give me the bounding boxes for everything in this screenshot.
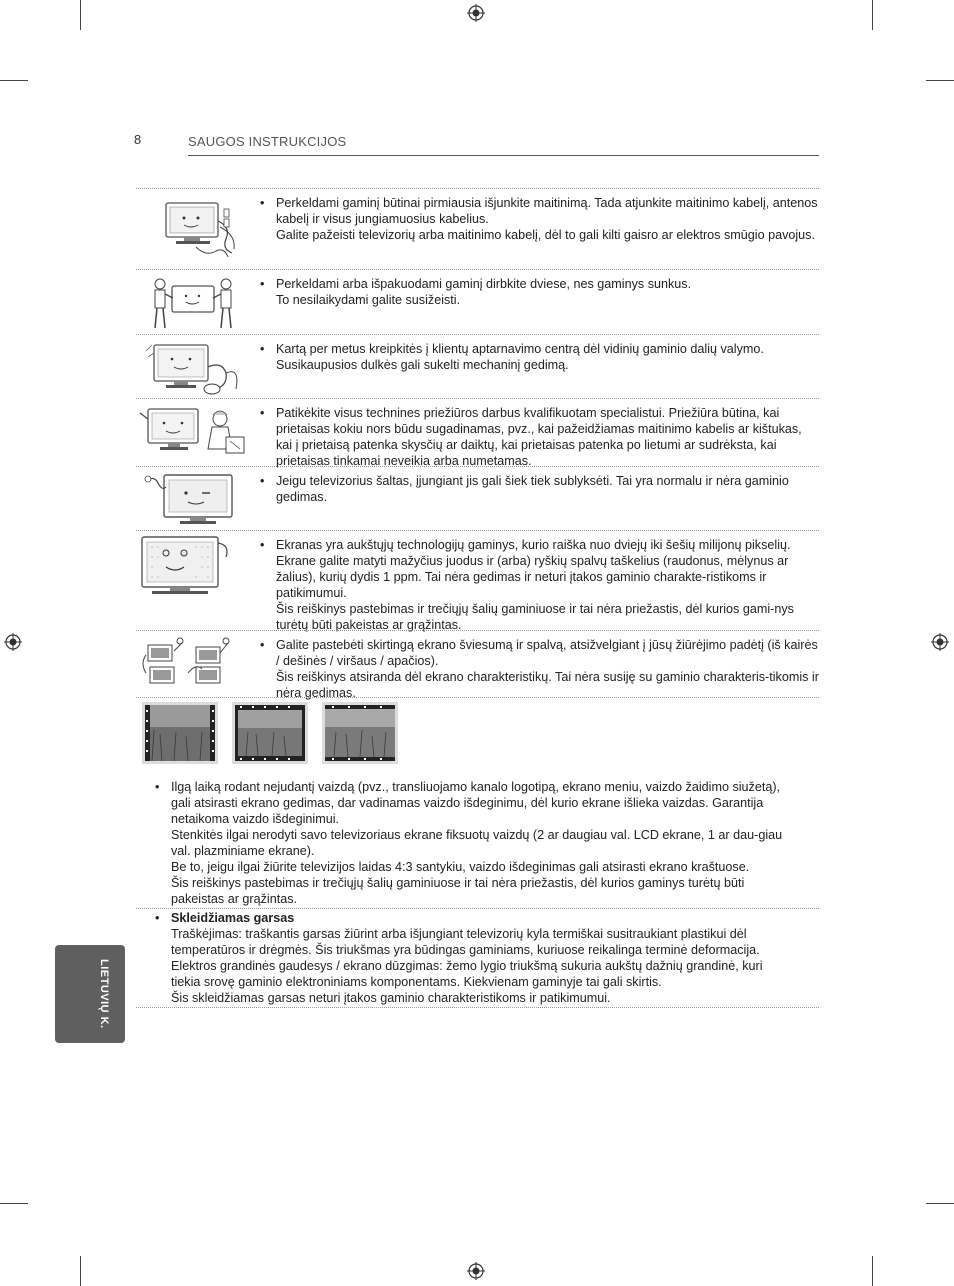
sound-paragraph: Šis skleidžiamas garsas neturi įtakos gaminio charakteristikoms ir patikimumui. bbox=[171, 991, 611, 1005]
tv-technician-illustration bbox=[136, 401, 256, 465]
sound-heading-text: Skleidžiamas garsas bbox=[171, 911, 295, 925]
registration-mark-icon bbox=[4, 633, 22, 651]
sound-paragraph: Elektros grandinės gaudesys / ekrano dūzgimas: žemo lygio triukšmą sukuria aukštų dažnių grandinė, kuri tiekia srovę gaminio elektroniniams komponentams. Kiekvienam gaminyje tai gali skirtis. bbox=[171, 959, 763, 989]
instruction-row bbox=[136, 188, 819, 269]
instruction-note: Šis reiškinys pastebimas ir trečiųjų šalių gaminiuose ir tai nėra priežastis, dėl kurios gami-nys turėtų būti pakeistas ar grąžintas. bbox=[276, 602, 794, 632]
viewing-angle-illustration bbox=[136, 633, 256, 693]
registration-mark-icon bbox=[467, 4, 485, 22]
divider bbox=[136, 1007, 819, 1008]
row-text bbox=[260, 341, 819, 373]
burn-in-thumbnail bbox=[142, 702, 218, 764]
crop-mark bbox=[0, 1203, 28, 1204]
divider bbox=[136, 908, 819, 909]
instruction-note: Galite pažeisti televizorių arba maitinimo kabelį, dėl to gali kilti gaisro ar elektros smūgio pavojus. bbox=[276, 228, 815, 242]
image-burn-bullet: • Ilgą laiką rodant nejudantį vaizdą (pvz., transliuojamo kanalo logotipą, ekrano meniu, vaizdo žaidimo siužetą), gali atsirasti ekrano gedimas, dar vadinamas vaizdo išdeginimu, dėl kurio ekrane išlieka vaizdas. Garantija netaikoma vaizdo išdeginimui. bbox=[155, 779, 795, 827]
instruction-row bbox=[136, 466, 819, 531]
header-divider bbox=[188, 155, 819, 156]
burn-in-thumbnail bbox=[322, 702, 398, 764]
instruction-note: To nesilaikydami galite susižeisti. bbox=[276, 293, 461, 307]
sound-section bbox=[155, 910, 795, 1006]
two-people-carrying-tv-illustration bbox=[136, 272, 256, 332]
instruction-bullet: • Perkeldami arba išpakuodami gaminį dirbkite dviese, nes gaminys sunkus. bbox=[260, 276, 819, 292]
instruction-row bbox=[136, 269, 819, 334]
instruction-row bbox=[136, 334, 819, 399]
instruction-bullet: • Jeigu televizorius šaltas, įjungiant jis gali šiek tiek sublyksėti. Tai yra normalu ir nėra gaminio gedimas. bbox=[260, 473, 819, 505]
crop-mark bbox=[926, 80, 954, 81]
instruction-row bbox=[136, 630, 819, 700]
instruction-row bbox=[136, 398, 819, 467]
instruction-note: Šis reiškinys atsiranda dėl ekrano charakteristikų. Tai nėra susiję su gaminio charakteris-tikomis ir nėra gedimas. bbox=[276, 670, 819, 700]
crop-mark bbox=[80, 0, 81, 30]
image-burn-examples bbox=[136, 700, 819, 770]
registration-mark-icon bbox=[467, 1262, 485, 1280]
row-text bbox=[260, 637, 819, 701]
instruction-bullet: • Galite pastebėti skirtingą ekrano šviesumą ir spalvą, atsižvelgiant į jūsų žiūrėjimo padėtį (iš kairės / dešinės / viršaus / apačios). bbox=[260, 637, 819, 669]
crop-mark bbox=[872, 1256, 873, 1286]
crop-mark bbox=[80, 1256, 81, 1286]
image-burn-note: Šis reiškinys pastebimas ir trečiųjų šalių gaminiuose ir tai nėra priežastis, dėl kurios gaminys turėtų būti pakeistas ar grąžintas. bbox=[171, 876, 745, 906]
language-tab bbox=[55, 945, 125, 1043]
instruction-row bbox=[136, 530, 819, 631]
instruction-bullet: • Ekranas yra aukštųjų technologijų gaminys, kurio raiška nuo dviejų iki šešių milijonų pikselių. Ekrane galite matyti mažyčius juodus ir (arba) ryškių spalvų taškelius (raudonus, mėlynus ar žalius), kurių dydis 1 ppm. Tai nėra gedimas ir neturi įtakos gaminio charakte-ristikoms ir patikimumui. bbox=[260, 537, 819, 601]
image-burn-note: Be to, jeigu ilgai žiūrite televizijos laidas 4:3 santykiu, vaizdo išdeginimas gali atsirasti ekrano kraštuose. bbox=[171, 860, 750, 874]
row-text bbox=[260, 473, 819, 505]
instruction-note: Susikaupusios dulkės gali sukelti mechaninį gedimą. bbox=[276, 358, 569, 372]
row-text bbox=[260, 537, 819, 633]
cold-tv-winking-illustration bbox=[136, 469, 256, 529]
sound-heading bbox=[155, 910, 795, 926]
image-burn-section bbox=[155, 779, 795, 907]
tv-vacuum-cleaning-illustration bbox=[136, 337, 256, 397]
instruction-bullet: • Patikėkite visus technines priežiūros darbus kvalifikuotam specialistui. Priežiūra būtina, kai prietaisas kokiu nors būdu sugadinamas, pvz., kai pažeidžiamas maitinimo kabelis ar kištukas, kai į prietaisą patenka skysčių ar daiktų, kai prietaisas patenka po lietumi ar sudrėksta, kai prietaisas tinkamai neveikia arba numetamas. bbox=[260, 405, 819, 469]
language-tab-label: LIETUVIŲ K. bbox=[98, 959, 110, 1029]
crop-mark bbox=[872, 0, 873, 30]
tv-unplug-cables-illustration bbox=[136, 191, 256, 267]
image-burn-note: Stenkitės ilgai nerodyti savo televizoriaus ekrane fiksuotų vaizdų (2 ar daugiau val. LCD ekrane, 1 ar dau-giau val. plazminiame ekrane). bbox=[171, 828, 783, 858]
sound-paragraph: Traškėjimas: traškantis garsas žiūrint arba išjungiant televizorių kyla termiškai susitraukiant plastikui dėl temperatūros ir drėgmės. Šis triukšmas yra būdingas gaminiams, kuriuose reikalinga terminė deformacija. bbox=[171, 927, 760, 957]
burn-in-thumbnail bbox=[232, 702, 308, 764]
instruction-bullet: • Perkeldami gaminį būtinai pirmiausia išjunkite maitinimą. Tada atjunkite maitinimo kabelį, antenos kabelį ir visus jungiamuosius kabelius. bbox=[260, 195, 819, 227]
row-text bbox=[260, 195, 819, 243]
divider bbox=[136, 697, 819, 698]
crop-mark bbox=[0, 80, 28, 81]
page-number: 8 bbox=[134, 132, 142, 147]
tv-pixel-dots-illustration bbox=[136, 533, 256, 601]
instruction-bullet: • Kartą per metus kreipkitės į klientų aptarnavimo centrą dėl vidinių gaminio dalių valymo. bbox=[260, 341, 819, 357]
row-text bbox=[260, 276, 819, 308]
section-title: SAUGOS INSTRUKCIJOS bbox=[188, 134, 347, 149]
row-text bbox=[260, 405, 819, 469]
crop-mark bbox=[926, 1203, 954, 1204]
registration-mark-icon bbox=[931, 633, 949, 651]
